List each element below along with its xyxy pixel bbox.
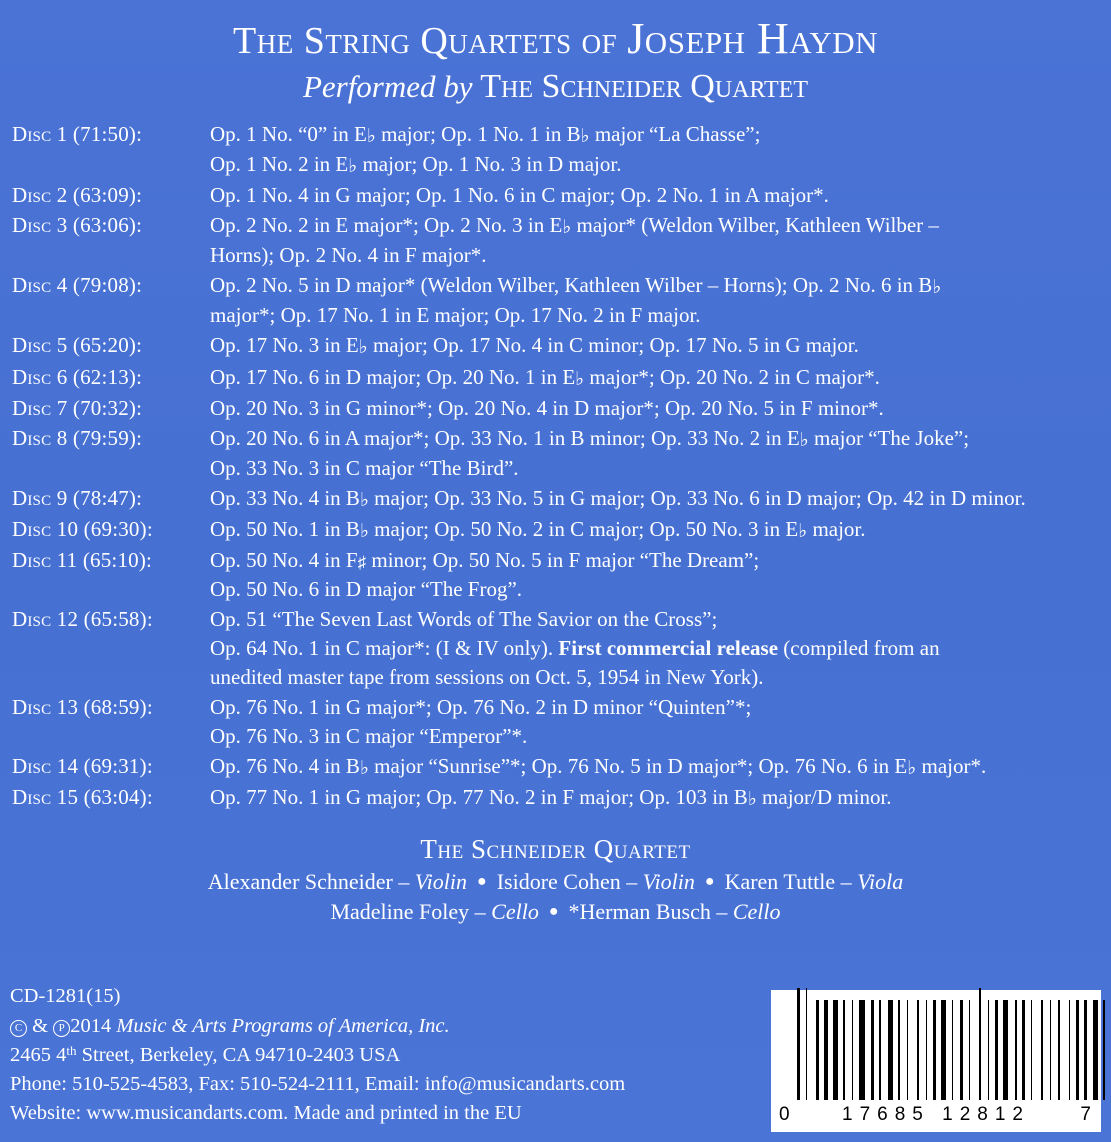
disc-content-line: Op. 64 No. 1 in C major*: (I & IV only). First commercial release (compiled from an bbox=[210, 636, 940, 661]
phonogram-icon: P bbox=[53, 1020, 70, 1037]
copyright-separator: & bbox=[27, 1014, 54, 1037]
disc-contents bbox=[210, 363, 1103, 393]
disc-label: Disc 10 (69:30): bbox=[12, 517, 153, 542]
barcode-left-digit: 0 bbox=[779, 1104, 792, 1125]
disc-content-line: Op. 33 No. 4 in B♭ major; Op. 33 No. 5 in G major; Op. 33 No. 6 in D major; Op. 42 in D minor. bbox=[210, 485, 1026, 511]
address-line bbox=[10, 1041, 750, 1070]
disc-content-line: Op. 17 No. 6 in D major; Op. 20 No. 1 in E♭ major*; Op. 20 No. 2 in C major*. bbox=[210, 364, 880, 390]
contact-line: Phone: 510-525-4583, Fax: 510-524-2111, Email: info@musicandarts.com bbox=[10, 1072, 626, 1095]
disc-contents bbox=[210, 693, 1103, 751]
disc-row bbox=[12, 515, 1103, 545]
page-title bbox=[0, 16, 1111, 62]
page-subtitle bbox=[0, 68, 1111, 105]
copyright-year: 2014 bbox=[70, 1014, 117, 1037]
disc-row bbox=[12, 211, 1103, 270]
disc-content-line: Op. 50 No. 4 in F♯ minor; Op. 50 No. 5 in F major “The Dream”; bbox=[210, 548, 760, 573]
performer-name: Madeline Foley – bbox=[330, 898, 492, 924]
disc-label: Disc 14 (69:31): bbox=[12, 754, 153, 779]
disc-row bbox=[12, 605, 1103, 692]
disc-contents bbox=[210, 271, 1103, 330]
disc-row bbox=[12, 546, 1103, 604]
disc-row bbox=[12, 484, 1103, 514]
performer-name: Karen Tuttle – bbox=[724, 868, 858, 894]
disc-label: Disc 7 (70:32): bbox=[12, 395, 143, 420]
subtitle-performed-by: Performed by bbox=[302, 69, 481, 105]
disc-label: Disc 8 (79:59): bbox=[12, 425, 143, 450]
performer-instrument: Cello bbox=[732, 898, 781, 924]
disc-content-line: Op. 17 No. 3 in E♭ major; Op. 17 No. 4 in C minor; Op. 17 No. 5 in G major. bbox=[210, 333, 859, 359]
disc-label: Disc 11 (65:10): bbox=[12, 548, 153, 573]
disc-content-line: Op. 76 No. 1 in G major*; Op. 76 No. 2 in D minor “Quinten”*; bbox=[210, 695, 752, 720]
performer-line-2 bbox=[0, 899, 1111, 925]
disc-row bbox=[12, 693, 1103, 751]
disc-content-line: Horns); Op. 2 No. 4 in F major*. bbox=[210, 243, 487, 268]
disc-label: Disc 13 (68:59): bbox=[12, 695, 153, 720]
catalog-number: CD-1281(15) bbox=[10, 985, 121, 1008]
subtitle-ensemble: The Schneider Quartet bbox=[480, 68, 809, 106]
address-ordinal: th bbox=[66, 1042, 77, 1058]
disc-contents bbox=[210, 181, 1103, 210]
disc-content-line: Op. 2 No. 2 in E major*; Op. 2 No. 3 in E♭ major* (Weldon Wilber, Kathleen Wilber – bbox=[210, 212, 939, 238]
footer bbox=[10, 982, 750, 1128]
separator-dot-icon: ● bbox=[477, 872, 487, 890]
disc-label: Disc 9 (78:47): bbox=[12, 485, 143, 510]
disc-contents bbox=[210, 605, 1103, 692]
disc-content-line: Op. 2 No. 5 in D major* (Weldon Wilber, Kathleen Wilber – Horns); Op. 2 No. 6 in B♭ bbox=[210, 273, 942, 299]
disc-content-line: Op. 77 No. 1 in G major; Op. 77 No. 2 in F major; Op. 103 in B♭ major/D minor. bbox=[210, 785, 892, 811]
disc-row bbox=[12, 363, 1103, 393]
disc-contents bbox=[210, 394, 1103, 423]
title-part-collection: The String Quartets of bbox=[233, 20, 628, 62]
copyright-icon: C bbox=[10, 1020, 27, 1037]
disc-row bbox=[12, 181, 1103, 210]
disc-content-line: Op. 1 No. 4 in G major; Op. 1 No. 6 in C major; Op. 2 No. 1 in A major*. bbox=[210, 183, 829, 208]
disc-content-line: Op. 1 No. 2 in E♭ major; Op. 1 No. 3 in D major. bbox=[210, 151, 622, 177]
disc-content-line: Op. 50 No. 6 in D major “The Frog”. bbox=[210, 577, 523, 602]
website-line: Website: www.musicandarts.com. Made and printed in the EU bbox=[10, 1101, 522, 1124]
disc-label: Disc 5 (65:20): bbox=[12, 333, 143, 358]
disc-content-line: Op. 20 No. 3 in G minor*; Op. 20 No. 4 in D major*; Op. 20 No. 5 in F minor*. bbox=[210, 395, 884, 420]
performer-name: *Herman Busch – bbox=[568, 898, 733, 924]
disc-label: Disc 2 (63:09): bbox=[12, 183, 143, 208]
disc-row bbox=[12, 394, 1103, 423]
disc-contents bbox=[210, 515, 1103, 545]
separator-dot-icon: ● bbox=[704, 872, 715, 890]
disc-content-line: Op. 76 No. 4 in B♭ major “Sunrise”*; Op. 76 No. 5 in D major*; Op. 76 No. 6 in E♭ major*. bbox=[210, 754, 987, 780]
separator-dot-icon: ● bbox=[548, 902, 559, 920]
disc-contents bbox=[210, 752, 1103, 782]
address-pre: 2465 4 bbox=[10, 1043, 67, 1066]
disc-label: Disc 6 (62:13): bbox=[12, 364, 143, 389]
disc-contents bbox=[210, 120, 1103, 180]
disc-row bbox=[12, 783, 1103, 813]
copyright-company: Music & Arts Programs of America, Inc. bbox=[116, 1014, 450, 1037]
disc-contents bbox=[210, 424, 1103, 483]
disc-contents bbox=[210, 331, 1103, 361]
disc-contents bbox=[210, 211, 1103, 270]
barcode-bars bbox=[797, 1000, 1111, 1100]
performer-name: Isidore Cohen – bbox=[496, 868, 643, 894]
disc-row bbox=[12, 424, 1103, 483]
disc-content-line: major*; Op. 17 No. 1 in E major; Op. 17 No. 2 in F major. bbox=[210, 303, 701, 328]
disc-contents bbox=[210, 783, 1103, 813]
disc-row bbox=[12, 331, 1103, 361]
disc-contents bbox=[210, 484, 1103, 514]
barcode-digits bbox=[771, 1104, 1101, 1126]
disc-content-line: Op. 1 No. “0” in E♭ major; Op. 1 No. 1 in B♭ major “La Chasse”; bbox=[210, 121, 761, 147]
address-post: Street, Berkeley, CA 94710-2403 USA bbox=[76, 1043, 401, 1066]
ensemble-name: The Schneider Quartet bbox=[420, 833, 691, 864]
disc-content-line: unedited master tape from sessions on Oct. 5, 1954 in New York). bbox=[210, 665, 764, 690]
disc-row bbox=[12, 271, 1103, 330]
performer-line-1 bbox=[0, 869, 1111, 895]
disc-row bbox=[12, 752, 1103, 782]
disc-label: Disc 3 (63:06): bbox=[12, 212, 143, 237]
performer-instrument: Violin bbox=[642, 868, 695, 894]
performers-block bbox=[0, 834, 1111, 925]
barcode-middle-digits: 17685 12812 bbox=[842, 1104, 1030, 1125]
disc-contents bbox=[210, 546, 1103, 604]
disc-label: Disc 15 (63:04): bbox=[12, 785, 153, 810]
disc-label: Disc 1 (71:50): bbox=[12, 121, 143, 146]
disc-label: Disc 12 (65:58): bbox=[12, 607, 153, 632]
header bbox=[0, 0, 1111, 106]
copyright-line bbox=[10, 1012, 750, 1041]
disc-content-line: Op. 76 No. 3 in C major “Emperor”*. bbox=[210, 724, 528, 749]
disc-label: Disc 4 (79:08): bbox=[12, 273, 143, 298]
barcode bbox=[771, 990, 1101, 1132]
title-part-composer: Joseph Haydn bbox=[627, 14, 878, 63]
performer-instrument: Viola bbox=[857, 868, 904, 894]
performer-name: Alexander Schneider – bbox=[207, 868, 415, 894]
performer-instrument: Violin bbox=[414, 868, 468, 894]
disc-content-line: Op. 51 “The Seven Last Words of The Savior on the Cross”; bbox=[210, 607, 718, 632]
disc-content-line: Op. 20 No. 6 in A major*; Op. 33 No. 1 in B minor; Op. 33 No. 2 in E♭ major “The Joke”; bbox=[210, 425, 970, 451]
disc-listing bbox=[0, 120, 1111, 814]
barcode-right-digit: 7 bbox=[1080, 1104, 1093, 1125]
disc-row bbox=[12, 120, 1103, 180]
disc-content-line: Op. 33 No. 3 in C major “The Bird”. bbox=[210, 455, 519, 480]
disc-content-line: Op. 50 No. 1 in B♭ major; Op. 50 No. 2 in C major; Op. 50 No. 3 in E♭ major. bbox=[210, 517, 866, 543]
performer-instrument: Cello bbox=[491, 898, 539, 924]
